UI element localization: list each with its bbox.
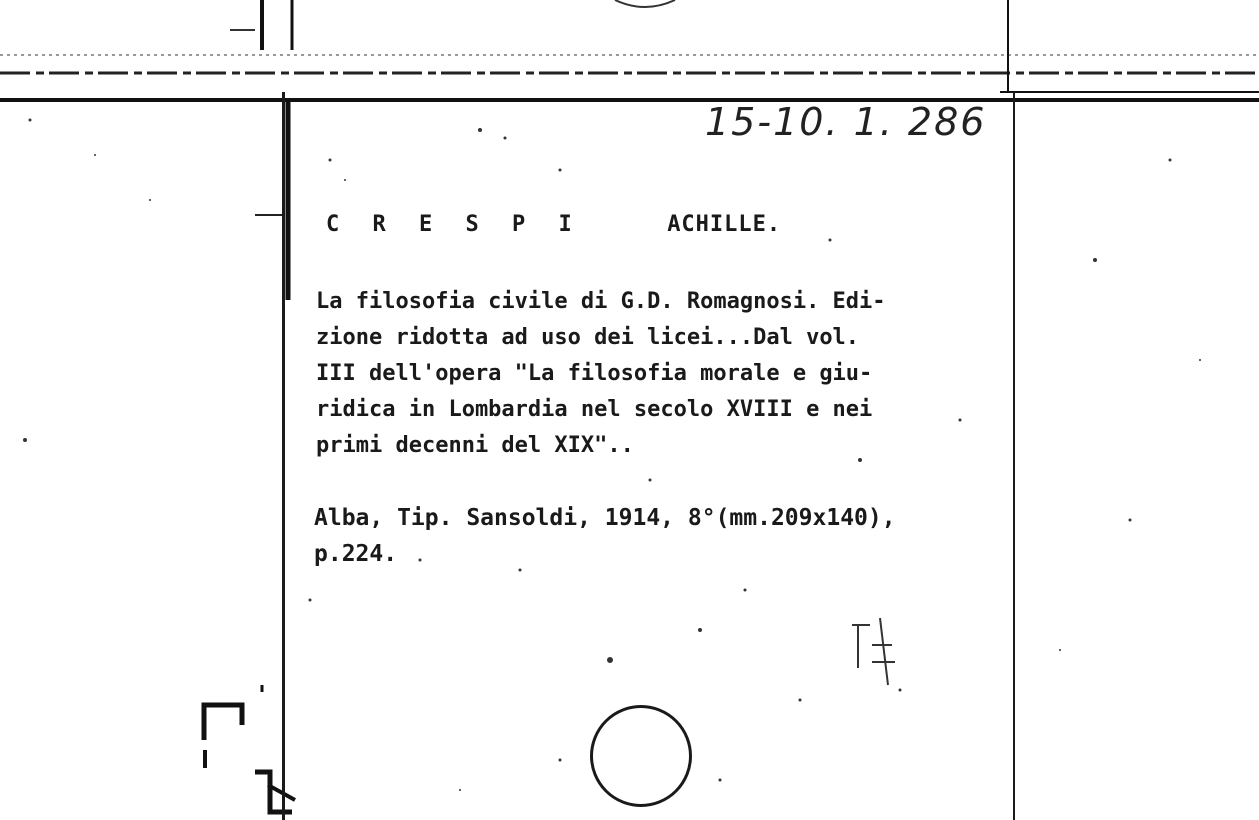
shelf-reference-number: 15-10. 1. 286 [705,100,987,144]
imprint [314,500,1004,572]
circular-stamp [590,705,692,807]
title-line: zione ridotta ad uso dei licei...Dal vol. [316,325,860,350]
title-description [316,284,1006,464]
author-forename: ACHILLE. [667,212,782,237]
imprint-line: p.224. [314,541,398,567]
title-line: primi decenni del XIX".. [316,433,634,458]
imprint-line: Alba, Tip. Sansoldi, 1914, 8°(mm.209x140), [314,505,896,531]
author-surname: C R E S P I [326,212,582,237]
title-line: III dell'opera "La filosofia morale e giu- [316,361,873,386]
title-line: La filosofia civile di G.D. Romagnosi. Edi- [316,289,886,314]
title-line: ridica in Lombardia nel secolo XVIII e nei [316,397,873,422]
author-heading [326,212,781,237]
